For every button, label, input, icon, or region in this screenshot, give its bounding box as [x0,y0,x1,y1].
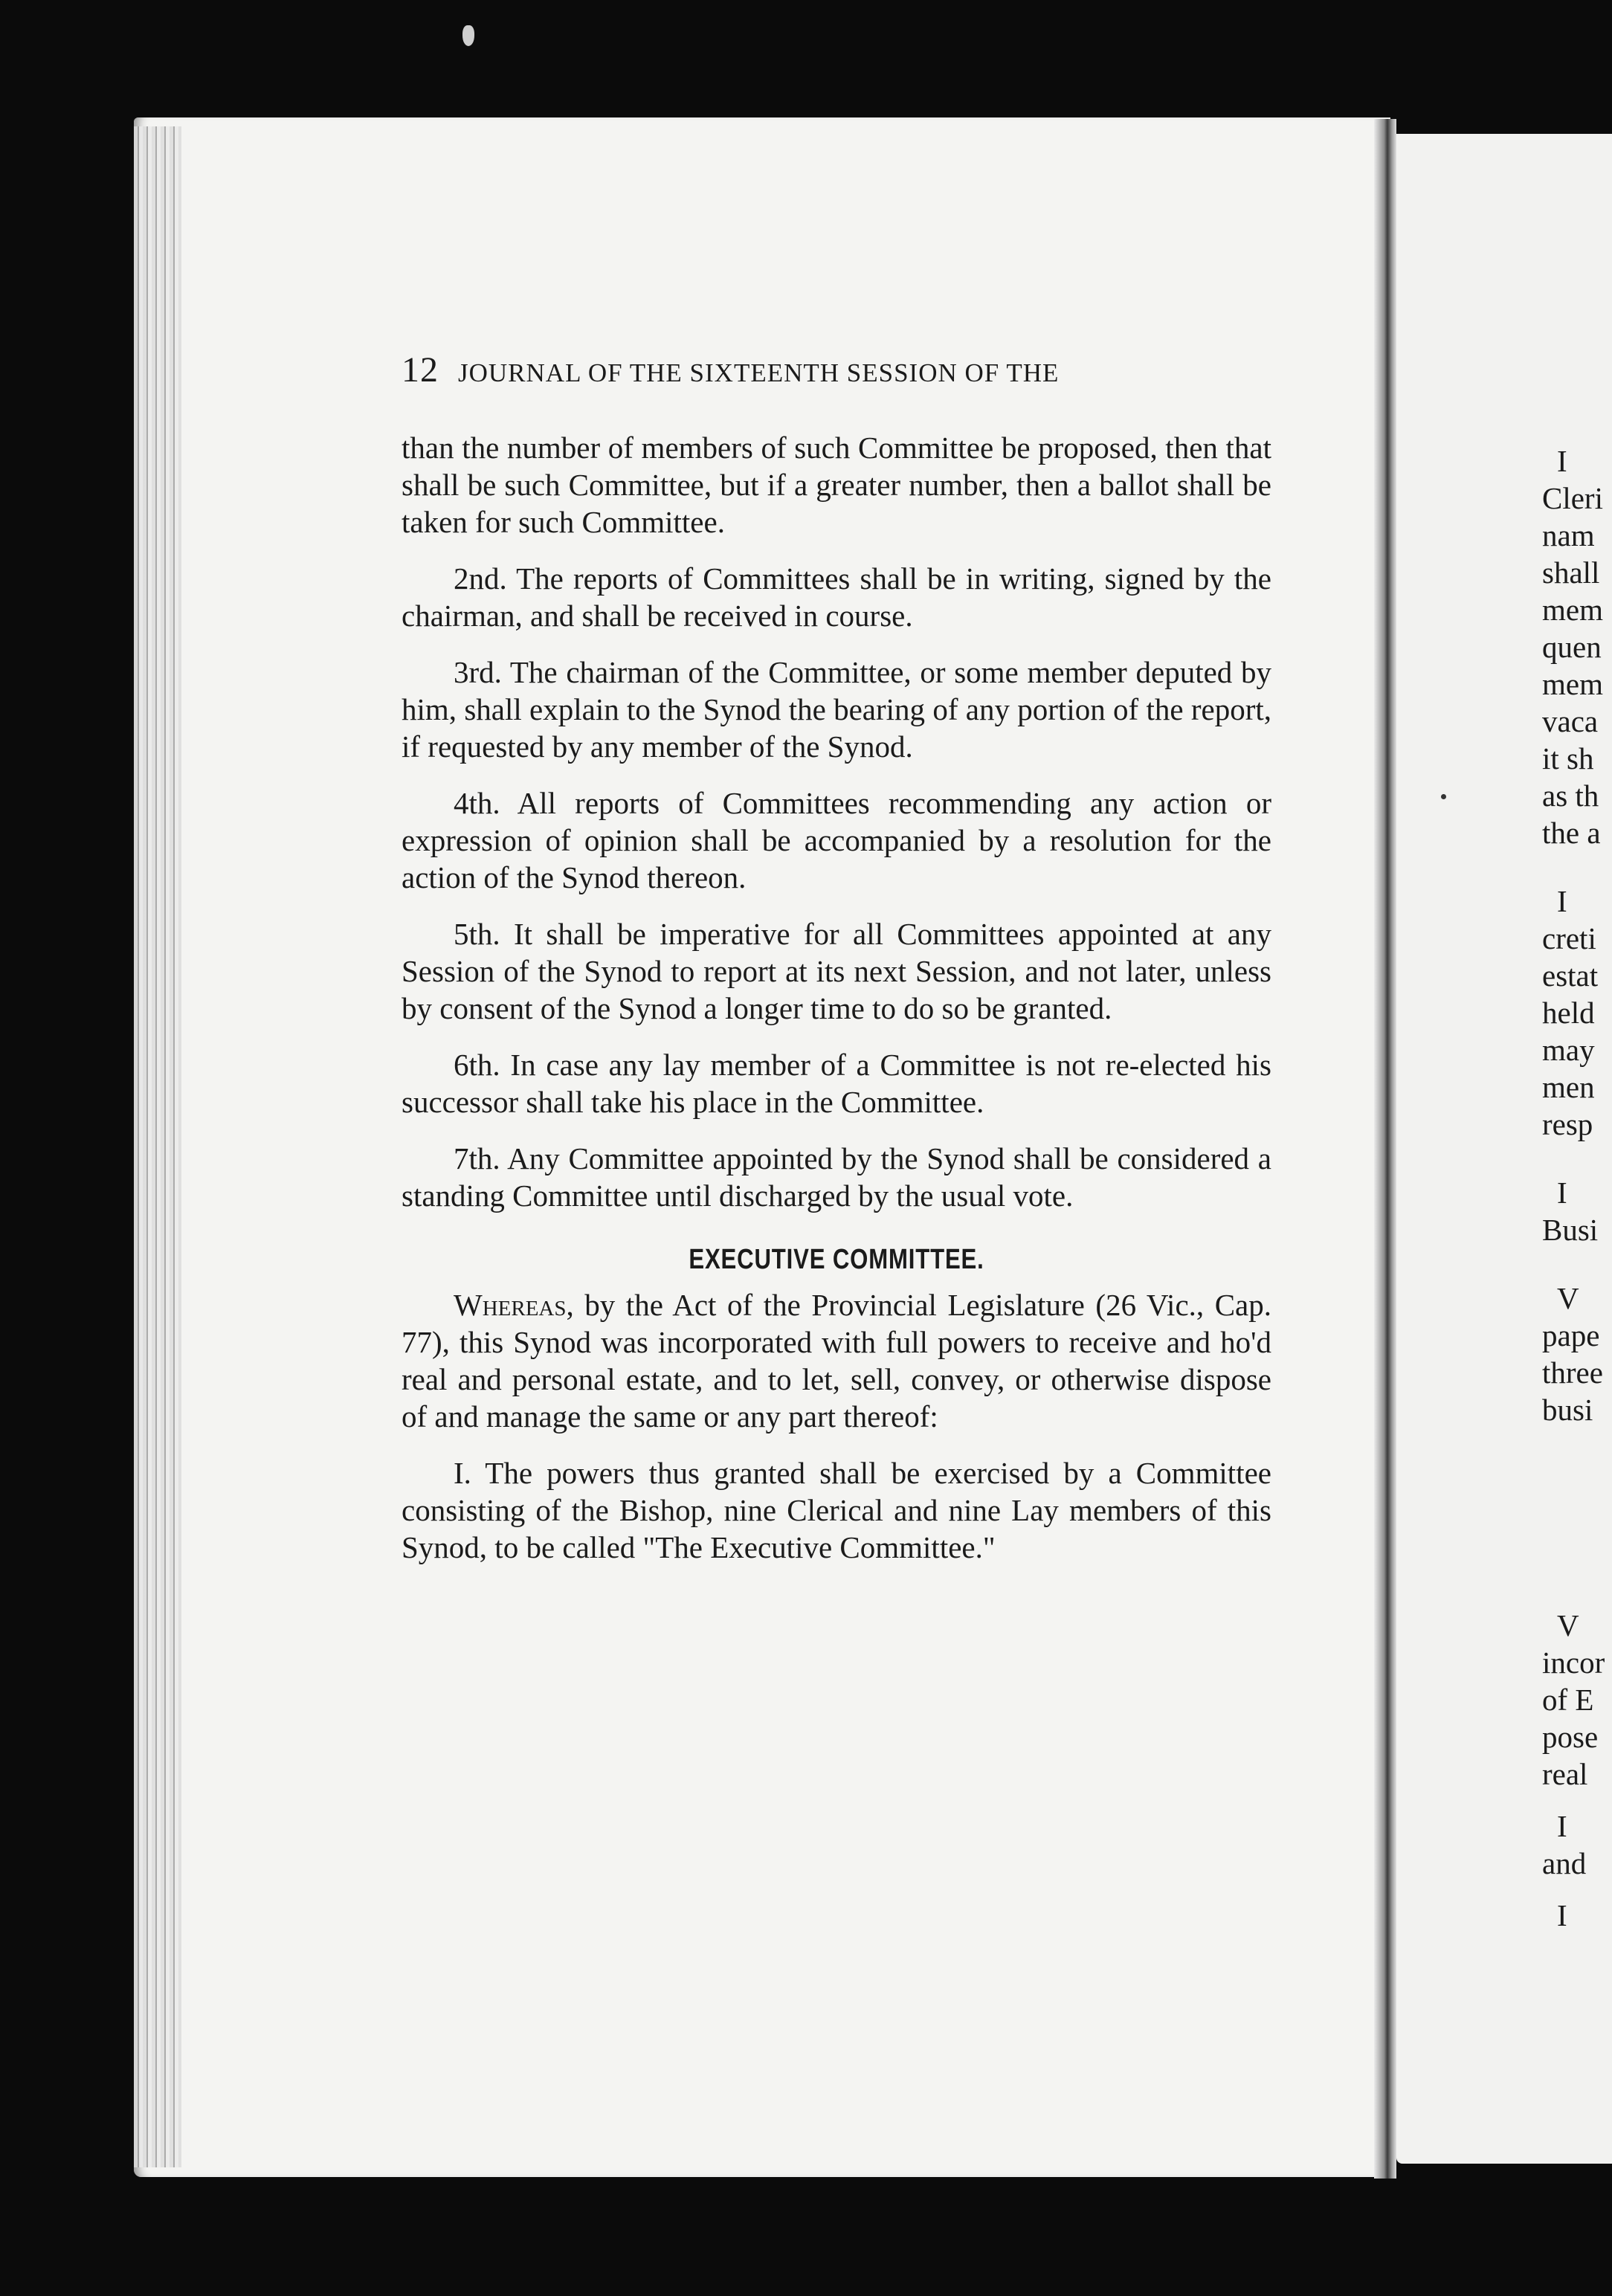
page-edges [134,126,181,2167]
fragment-line: of E [1542,1683,1594,1717]
fragment-line: resp [1542,1107,1593,1141]
fragment-line: Busi [1542,1213,1599,1247]
rule-4th: 4th. All reports of Committees recommending any action or expression of opinion shall be accompanied by a resolution for the action of the Synod thereon. [402,786,1271,894]
fragment-line: and [1542,1846,1587,1880]
fragment-line: three [1542,1355,1603,1390]
fragment-line: it sh [1542,741,1594,775]
page-number: 12 [402,350,439,390]
paragraph-continuation: than the number of members of such Committee be proposed, then that shall be such Committee, but if a greater number, then a ballot shall be taken for such Committee. [402,430,1271,539]
fragment-line: may [1542,1033,1595,1067]
specks-mark [462,25,474,46]
fragment-line: creti [1542,921,1596,955]
running-header [402,349,1271,390]
fragment-line: V [1557,1608,1579,1642]
rule-7th: 7th. Any Committee appointed by the Synod shall be considered a standing Committee until discharged by the usual vote. [402,1141,1271,1213]
fragment-line: mem [1542,593,1603,627]
fragment-line: men [1542,1070,1595,1104]
fragment-line: busi [1542,1393,1593,1427]
fragment-line: mem [1542,667,1603,701]
rule-2nd: 2nd. The reports of Committees shall be in writing, signed by the chairman, and shall be received in course. [402,561,1271,633]
section-heading: EXECUTIVE COMMITTEE. [689,1244,984,1275]
fragment-line: pose [1542,1720,1599,1754]
left-page-text [402,349,1271,1585]
rule-3rd: 3rd. The chairman of the Committee, or some member deputed by him, shall explain to the Synod the bearing of any portion of the report, if requested by any member of the Synod. [402,655,1271,764]
clause-one: I. The powers thus granted shall be exercised by a Committee consisting of the Bishop, nine Clerical and nine Lay members of this Synod, to be called "The Executive Committee." [402,1456,1271,1564]
rule-6th: 6th. In case any lay member of a Committee is not re-elected his successor shall take his place in the Committee. [402,1048,1271,1119]
fragment-line: the a [1542,816,1601,850]
right-page-fragments [1542,442,1612,1934]
whereas-word: Whereas, [454,1288,574,1322]
fragment-line: quen [1542,630,1602,664]
fragment-line: I [1557,1176,1567,1210]
fragment-line: real [1542,1757,1588,1791]
fragment-line: I [1557,1809,1567,1843]
fragment-line: estat [1542,958,1599,993]
fragment-line: as th [1542,778,1599,813]
fragment-line: I [1557,884,1567,918]
rule-5th: 5th. It shall be imperative for all Committees appointed at any Session of the Synod to report at its next Session, and not later, unless by consent of the Synod a longer time to do so be granted. [402,917,1271,1025]
fragment-line: I [1557,444,1567,478]
whereas-text: by the Act of the Provincial Legislature (26 Vic., Cap. 77), this Synod was incorporated with full powers to receive and ho'd real and personal estate, and to let, sell, convey, or otherwise dispose of and manage the same or any part thereof: [402,1288,1271,1434]
fragment-line: I [1557,1898,1567,1932]
fragment-line: Cleri [1542,481,1603,515]
fragment-line: nam [1542,518,1595,552]
fragment-line: pape [1542,1318,1600,1352]
fragment-line: incor [1542,1645,1605,1680]
fragment-line: V [1557,1281,1579,1315]
whereas-paragraph [402,1286,1271,1435]
fragment-line: held [1542,996,1595,1030]
fragment-line: vaca [1542,704,1599,738]
running-title: JOURNAL OF THE SIXTEENTH SESSION OF THE [458,358,1060,387]
fragment-line: shall [1542,555,1600,590]
ink-speck [1441,794,1446,799]
book-gutter [1374,119,1396,2179]
